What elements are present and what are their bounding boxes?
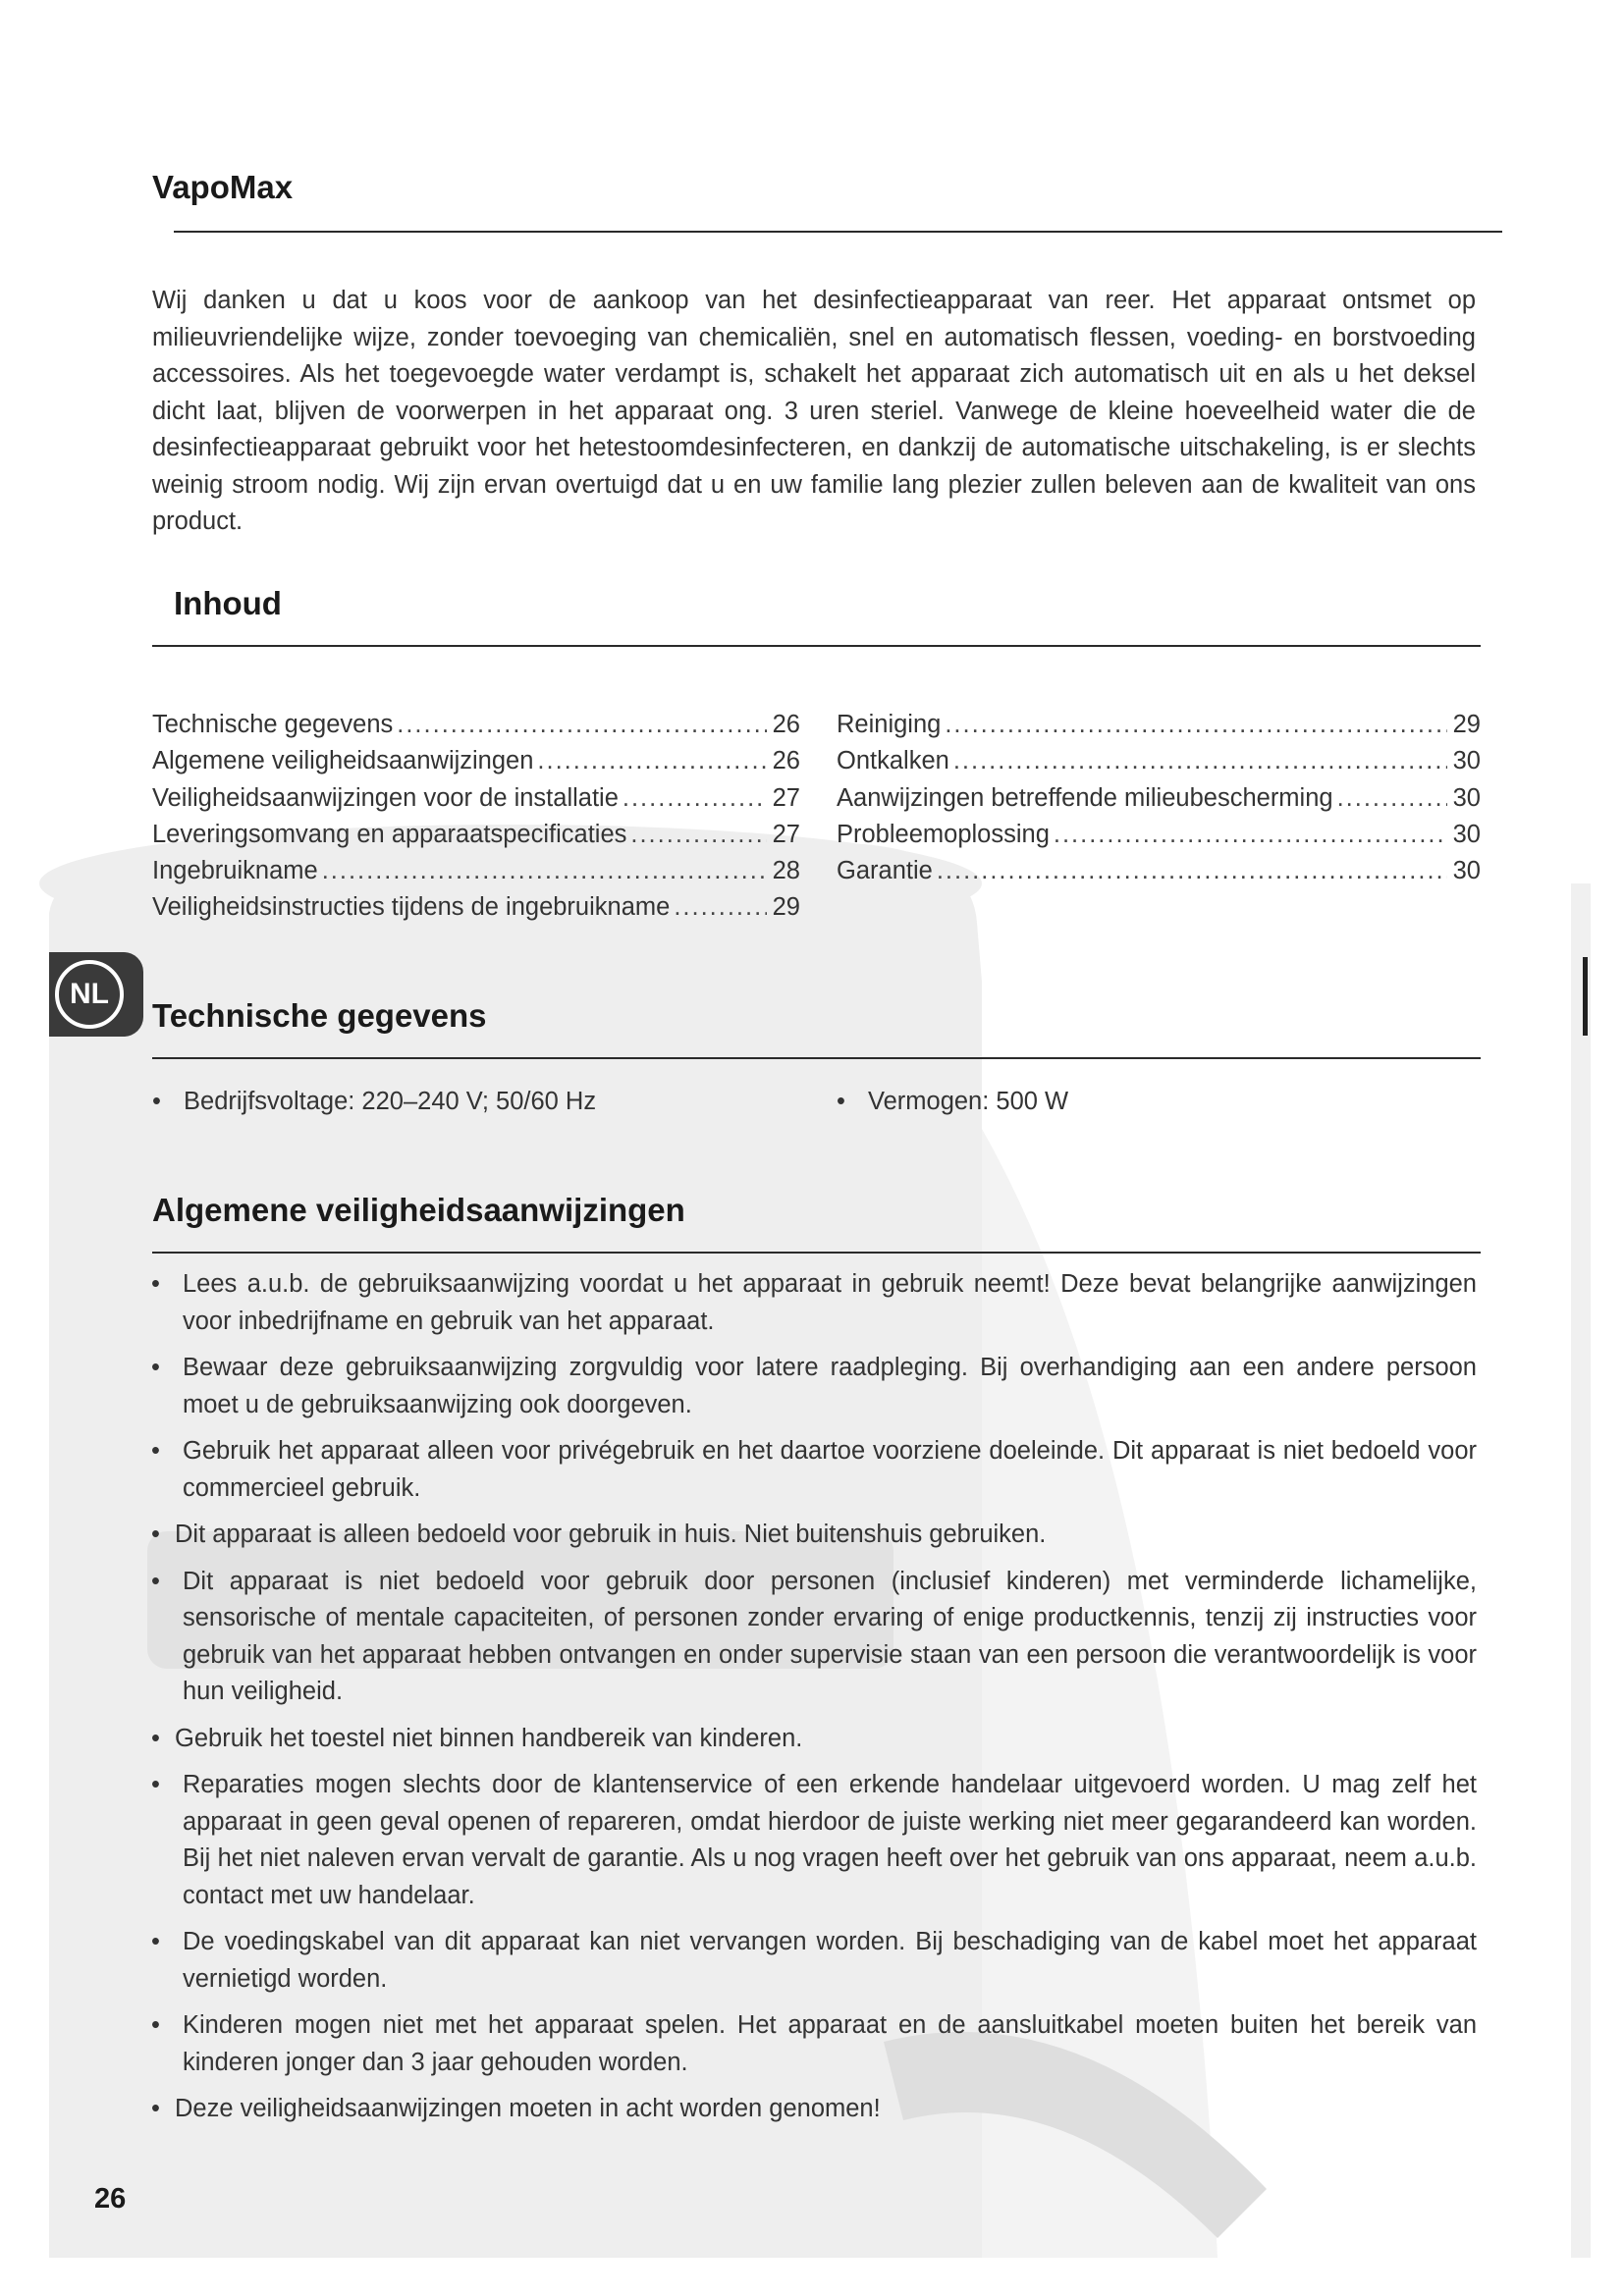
safety-item: • De voedingskabel van dit apparaat kan niet vervangen worden. Bij beschadiging van de kabel moet het apparaat vernietigd worden. [149, 1924, 1477, 1998]
toc-entry-page: 29 [772, 893, 800, 922]
safety-item: • Dit apparaat is niet bedoeld voor gebruik door personen (inclusief kinderen) met verminderde lichamelijke, sensorische of mentale capaciteiten, of personen zonder ervaring of enige productkennis, tenzij zij instructies voor gebruik van het apparaat hebben ontvangen en onder supervisie staan van een persoon die verantwoordelijk is voor hun veiligheid. [149, 1564, 1477, 1711]
toc-entry-title: Reiniging [837, 711, 942, 739]
toc-entry-title: Probleemoplossing [837, 820, 1050, 848]
toc-entry[interactable] [837, 849, 1481, 885]
toc-leader [623, 784, 767, 813]
toc-leader [630, 821, 767, 849]
language-tab-label: NL [55, 960, 124, 1029]
intro-paragraph: Wij danken u dat u koos voor de aankoop van het desinfectieapparaat van reer. Het apparaat ontsmet op milieuvriendelijke wijze, zonder toevoeging van chemicaliën, snel en automatisch flessen, voeding- en borstvoeding accessoires. Als het toegevoegde water verdampt is, schakelt het apparaat zich automatisch uit en als u het deksel dicht laat, blijven de voorwerpen in het apparaat ong. 3 uren steriel. Vanwege de kleine hoeveelheid water die de desinfectieapparaat gebruikt voor het hetestoomdesinfecteren, en dankzij de automatische uitschakeling, is er slechts weinig stroom nodig. Wij zijn ervan overtuigd dat u en uw familie lang plezier zullen beleven aan de kwaliteit van ons product. [152, 287, 1476, 535]
toc-entry-page: 26 [772, 747, 800, 775]
toc-title: Inhoud [174, 585, 282, 621]
toc-entry-page: 29 [1452, 711, 1481, 739]
toc-entry-page: 30 [1452, 820, 1481, 848]
safety-list [149, 1266, 1477, 2138]
spec-voltage: • Bedrijfsvoltage: 220–240 V; 50/60 Hz [152, 1088, 597, 1115]
toc-entry-title: Leveringsomvang en apparaatspecificaties [152, 820, 627, 848]
toc-entry[interactable] [837, 703, 1481, 739]
toc-entry[interactable] [152, 703, 800, 739]
safety-item: • Reparaties mogen slechts door de klantenservice of een erkende handelaar uitgevoerd worden. U mag zelf het apparaat in geen geval openen of repareren, omdat hierdoor de juiste werking niet meer gegarandeerd kan worden. Bij het niet naleven ervan vervalt de garantie. Als u nog vragen heeft over het gebruik van ons apparaat, neem a.u.b. contact met uw handelaar. [149, 1767, 1477, 1914]
toc-entry[interactable] [152, 813, 800, 849]
toc-entry-title: Garantie [837, 856, 933, 884]
toc-entry-page: 30 [1452, 856, 1481, 884]
toc-entry-page: 26 [772, 711, 800, 739]
technical-rule [152, 1057, 1481, 1059]
toc-entry-title: Algemene veiligheidsaanwijzingen [152, 747, 534, 775]
toc-entry[interactable] [152, 739, 800, 775]
safety-item: • Bewaar deze gebruiksaanwijzing zorgvuldig voor latere raadpleging. Bij overhandiging aan een andere persoon moet u de gebruiksaanwijzing ook doorgeven. [149, 1350, 1477, 1423]
toc-entry-page: 30 [1452, 747, 1481, 775]
toc-entry-title: Technische gegevens [152, 711, 394, 739]
side-marker [1583, 957, 1588, 1036]
safety-item: • Deze veiligheidsaanwijzingen moeten in acht worden genomen! [149, 2091, 1477, 2128]
toc-entry-page: 27 [772, 820, 800, 848]
toc-entry[interactable] [152, 775, 800, 812]
spec-power: • Vermogen: 500 W [837, 1088, 1069, 1115]
toc-entry[interactable] [837, 813, 1481, 849]
toc-leader [953, 747, 1447, 775]
toc-leader [674, 893, 767, 922]
safety-item: • Gebruik het apparaat alleen voor privégebruik en het daartoe voorziene doeleinde. Dit apparaat is niet bedoeld voor commercieel gebruik. [149, 1433, 1477, 1507]
toc-right-column [837, 703, 1481, 885]
spec-voltage-text: Bedrijfsvoltage: 220–240 V; 50/60 Hz [184, 1088, 597, 1115]
toc-entry[interactable] [152, 885, 800, 922]
safety-item: • Lees a.u.b. de gebruiksaanwijzing voordat u het apparaat in gebruik neemt! Deze bevat belangrijke aanwijzingen voor inbedrijfname en gebruik van het apparaat. [149, 1266, 1477, 1340]
toc-entry-title: Ingebruikname [152, 856, 318, 884]
technical-title: Technische gegevens [152, 997, 487, 1034]
toc-entry[interactable] [152, 849, 800, 885]
safety-item: • Dit apparaat is alleen bedoeld voor gebruik in huis. Niet buitenshuis gebruiken. [149, 1517, 1477, 1554]
toc-left-column [152, 703, 800, 922]
safety-item: • Gebruik het toestel niet binnen handbereik van kinderen. [149, 1721, 1477, 1758]
toc-entry-title: Ontkalken [837, 747, 949, 775]
toc-leader [1337, 784, 1447, 813]
page-number: 26 [94, 2183, 127, 2215]
toc-entry[interactable] [837, 775, 1481, 812]
toc-entry-title: Veiligheidsaanwijzingen voor de installatie [152, 783, 619, 812]
toc-entry-title: Veiligheidsinstructies tijdens de ingebruikname [152, 893, 671, 922]
document-title: VapoMax [152, 169, 294, 205]
safety-item: • Kinderen mogen niet met het apparaat spelen. Het apparaat en de aansluitkabel moeten buiten het bereik van kinderen jonger dan 3 jaar gehouden worden. [149, 2007, 1477, 2081]
toc-entry-page: 27 [772, 783, 800, 812]
toc-entry-title: Aanwijzingen betreffende milieubescherming [837, 783, 1333, 812]
toc-leader [397, 711, 767, 739]
toc-leader [937, 857, 1447, 885]
title-rule [174, 231, 1502, 233]
safety-rule [152, 1252, 1481, 1254]
safety-title: Algemene veiligheidsaanwijzingen [152, 1192, 685, 1228]
toc-leader [537, 747, 767, 775]
toc-entry[interactable] [837, 739, 1481, 775]
toc-leader [945, 711, 1447, 739]
spec-power-text: Vermogen: 500 W [868, 1088, 1069, 1115]
toc-entry-page: 30 [1452, 783, 1481, 812]
toc-rule [152, 645, 1481, 647]
toc-entry-page: 28 [772, 856, 800, 884]
toc-leader [1054, 821, 1447, 849]
toc-leader [322, 857, 767, 885]
